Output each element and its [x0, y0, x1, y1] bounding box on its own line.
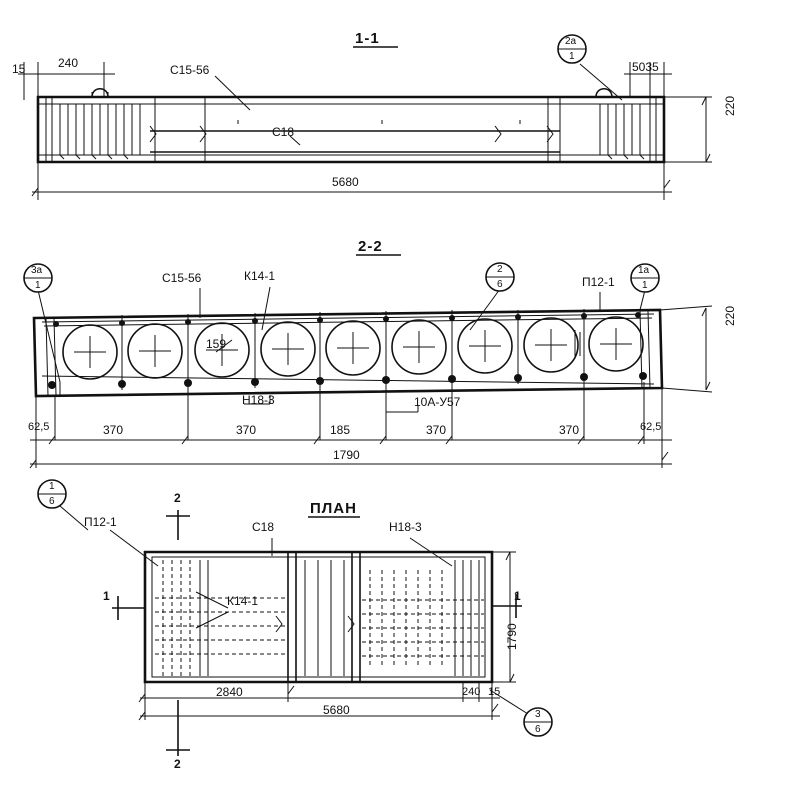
bubble-3-bottom: 6 — [535, 724, 541, 735]
label-view2-k14-1: К14-1 — [244, 269, 276, 283]
bubble-2-top: 2 — [497, 264, 503, 275]
label-view2-10a-u57: 10А-У57 — [414, 395, 461, 409]
dim-view1-240: 240 — [58, 56, 79, 70]
label-view2-p12-1: П12-1 — [582, 275, 615, 289]
dim-view2-370-a: 370 — [103, 423, 124, 437]
dim-plan-15: 15 — [488, 686, 501, 698]
view-1-1-geometry — [18, 62, 712, 200]
dim-view1-15: 15 — [12, 62, 26, 76]
bubble-3-top: 3 — [535, 709, 541, 720]
label-view1-c15-56: С15-56 — [170, 63, 210, 77]
label-plan-k14-1: К14-1 — [227, 594, 259, 608]
dim-view2-62-5-left: 62,5 — [28, 421, 50, 433]
dim-view2-185: 185 — [330, 423, 351, 437]
label-plan-n18-3: Н18-3 — [389, 520, 422, 534]
label-view2-c15-56: С15-56 — [162, 271, 202, 285]
bubble-1-top: 1 — [49, 481, 55, 492]
dim-view1-5035: 5035 — [632, 60, 659, 74]
label-view1-c18: С18 — [272, 125, 295, 139]
dim-view1-220: 220 — [723, 95, 737, 116]
dim-view2-62-5-right: 62,5 — [640, 421, 662, 433]
dim-plan-1790: 1790 — [505, 623, 519, 650]
bubble-3a-bottom: 1 — [35, 280, 41, 291]
section-title-2-2: 2-2 — [358, 238, 383, 255]
dim-view2-370-c: 370 — [426, 423, 447, 437]
dim-plan-2840: 2840 — [216, 685, 243, 699]
cut-mark-2-bottom: 2 — [174, 757, 181, 771]
bubble-1-bottom: 6 — [49, 496, 55, 507]
label-plan-p12-1: П12-1 — [84, 515, 117, 529]
dim-plan-240: 240 — [462, 686, 481, 698]
dim-plan-5680: 5680 — [323, 703, 350, 717]
bubble-1a-top: 1а — [638, 265, 650, 276]
label-plan-c18: С18 — [252, 520, 275, 534]
label-void-159: 159 — [206, 337, 227, 351]
cut-mark-2-top: 2 — [174, 491, 181, 505]
section-title-1-1: 1-1 — [355, 30, 380, 47]
plan-geometry — [60, 506, 528, 756]
bubble-2-bottom: 6 — [497, 279, 503, 290]
cut-mark-1-left: 1 — [103, 589, 110, 603]
dim-view2-370-b: 370 — [236, 423, 257, 437]
bubble-2a-bottom: 1 — [569, 51, 575, 62]
dim-view2-370-d: 370 — [559, 423, 580, 437]
bubble-1a-bottom: 1 — [642, 280, 648, 291]
plan-title: ПЛАН — [310, 500, 357, 517]
dim-view2-220: 220 — [723, 305, 737, 326]
dim-view2-1790: 1790 — [333, 448, 360, 462]
view-2-2-geometry — [30, 287, 712, 468]
bubble-2a-top: 2а — [565, 36, 577, 47]
dim-view1-5680: 5680 — [332, 175, 359, 189]
bubble-3a-top: 3а — [31, 265, 43, 276]
cut-mark-1-right: 1 — [514, 589, 521, 603]
label-view2-n18-3: Н18-3 — [242, 393, 275, 407]
